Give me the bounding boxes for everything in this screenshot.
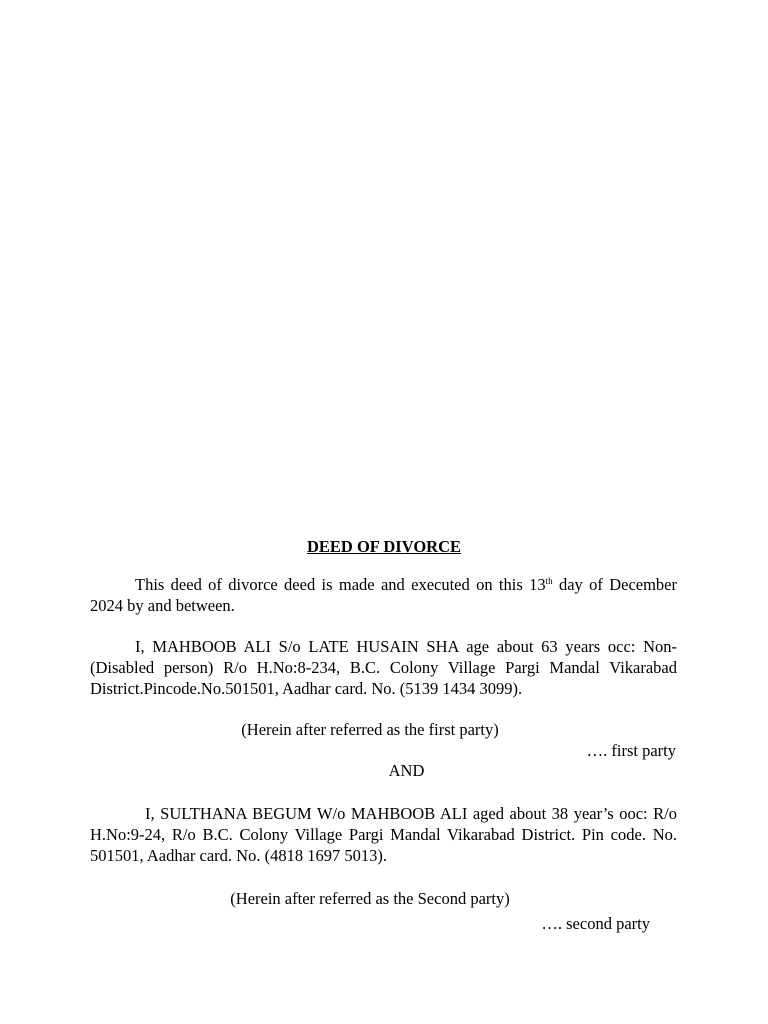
second-party-reference: (Herein after referred as the Second party) xyxy=(230,889,510,908)
second-party-paragraph xyxy=(90,803,677,866)
first-party-details: I, MAHBOOB ALI S/o LATE HUSAIN SHA age about 63 years occ: Non-(Disabled person) R/o H.No:8-234, B.C. Colony Village Pargi Mandal Vikarabad District.Pincode.No.501501, Aadhar card. No. (5139 1434 3099). xyxy=(90,637,677,698)
document-title: DEED OF DIVORCE xyxy=(307,537,461,556)
second-party-label: …. second party xyxy=(541,914,650,933)
intro-text-continued: day of December 2024 by and between. xyxy=(90,575,677,615)
first-party-reference: (Herein after referred as the first party) xyxy=(241,720,499,739)
first-party-label: …. first party xyxy=(586,741,676,760)
intro-text: This deed of divorce deed is made and executed on this 13 xyxy=(135,575,546,594)
second-party-details: I, SULTHANA BEGUM W/o MAHBOOB ALI aged about 38 year’s ooc: R/o H.No:9-24, R/o B.C. Colony Village Pargi Mandal Vikarabad District. Pin code. No. 501501, Aadhar card. No. (4818 1697 5013). xyxy=(90,804,677,865)
conjunction-and: AND xyxy=(388,761,425,780)
day-ordinal-suffix: th xyxy=(545,576,553,586)
intro-paragraph xyxy=(90,574,677,616)
first-party-paragraph xyxy=(90,636,677,699)
